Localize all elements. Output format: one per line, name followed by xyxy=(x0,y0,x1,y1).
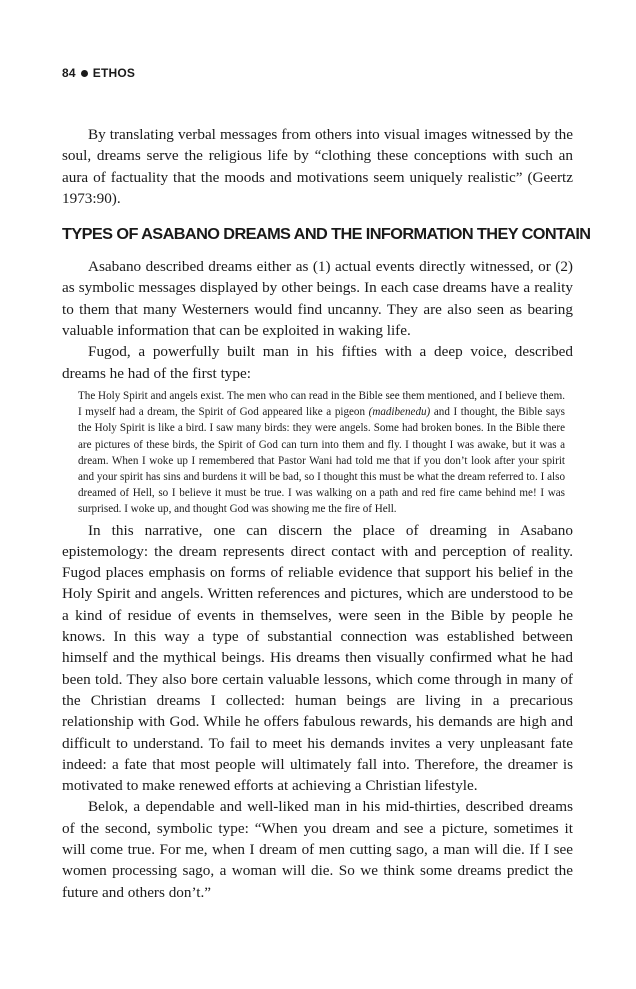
paragraph-geertz: By translating verbal messages from others into visual images witnessed by the soul, dreams serve the religious life by “clothing these conceptions with such an aura of factuality that the moods and motivations seem uniquely realistic” (Geertz 1973:90). xyxy=(62,126,573,207)
running-header xyxy=(62,66,135,80)
paragraph-belok: Belok, a dependable and well-liked man in his mid-thirties, described dreams of the second, symbolic type: “When you dream and see a picture, sometimes it will come true. For me, when I dream of men cutting sago, a man will die. If I see women processing sago, a woman will die. So we think some dreams predict the future and others don’t.” xyxy=(62,798,573,901)
quote-text-end: and I thought, the Bible says the Holy Spirit is like a bird. I saw many birds: they were angels. Some had broken bones. In the Bible there are pictures of these birds, the Spirit of God can turn into them and fly. I thought I was awake, but it was a dream. When I woke up I remembered that Pastor Wani had told me that if you don’t look after your spirit and your spirit has sins and burdens it will be bad, so I thought this must be what the dream referred to. I also dreamed of Hell, so I believe it must be true. I was walking on a path and red fire came behind me! I was surprised. I woke up, and thought God was showing me the fire of Hell. xyxy=(78,406,566,516)
section-heading: TYPES OF ASABANO DREAMS AND THE INFORMATION THEY CONTAIN xyxy=(62,226,591,244)
block-quote-fugod xyxy=(78,388,565,518)
paragraph-dream-types: Asabano described dreams either as (1) actual events directly witnessed, or (2) as symbolic messages displayed by other beings. In each case dreams have a reality to them that many Westerners would find uncanny. They are also seen as bearing valuable information that can be exploited in waking life. xyxy=(62,258,573,340)
quote-text-start: The Holy Spirit and angels exist. The men who can read in the Bible see them mentioned, and I believe them. I myself had a dream, the Spirit of God appeared like a pigeon xyxy=(78,389,565,419)
page-number: 84 xyxy=(62,66,76,80)
paragraph-narrative-analysis: In this narrative, one can discern the place of dreaming in Asabano epistemology: the dream represents direct contact with and perception of reality. Fugod places emphasis on forms of reliable evidence that support his belief in the Holy Spirit and angels. Written references and pictures, which are understood to be a kind of residue of events in themselves, were seen in the Bible by people he knows. In this way a type of substantial connection was established between himself and the mythical beings. His dreams then visually confirmed what he had been told. They also bore certain valuable lessons, which come through in many of the Christian dreams I collected: human beings are living in a precarious relationship with God. While he offers fabulous rewards, his demands are high and difficult to understand. To fail to meet his demands invites a very unpleasant fate indeed: a fate that most people will ultimately fall into. Therefore, the dreamer is motivated to make renewed efforts at achieving a Christian lifestyle. xyxy=(62,521,573,795)
quote-native-term: (madibenedu) xyxy=(368,406,431,419)
journal-title: ETHOS xyxy=(92,66,136,80)
bullet-icon xyxy=(81,70,88,77)
article-body xyxy=(62,124,591,903)
paragraph-fugod-intro: Fugod, a powerfully built man in his fifties with a deep voice, described dreams he had of the first type: xyxy=(62,343,573,382)
